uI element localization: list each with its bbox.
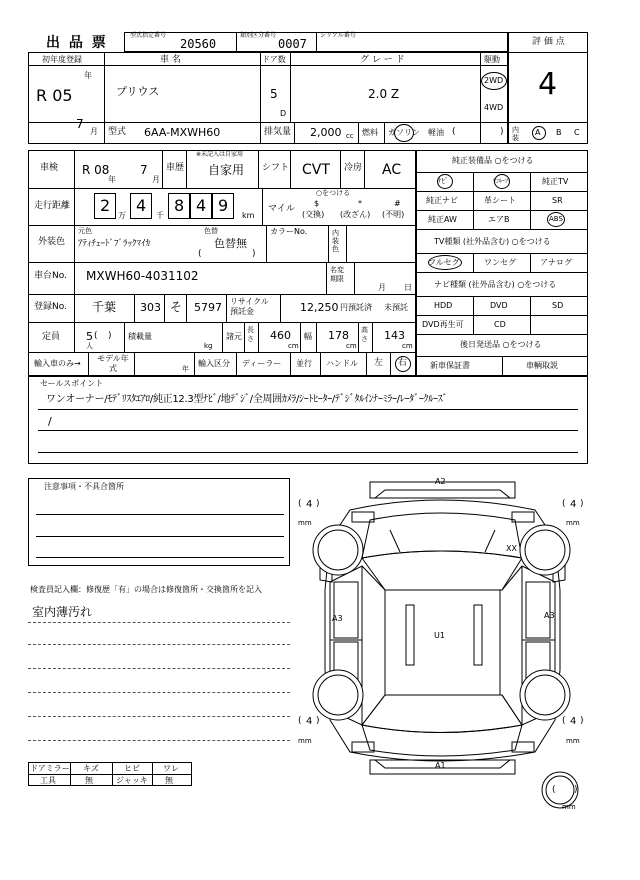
handle-right: 右	[398, 358, 408, 368]
height-label: 高さ	[361, 326, 368, 343]
mile-exchange-sym: $	[314, 199, 320, 208]
type-cert-value: 20560	[180, 37, 217, 51]
tread-fr-open: (	[562, 499, 566, 509]
oil-paren-close: )	[500, 127, 504, 137]
capacity-unit: 人	[86, 342, 93, 350]
drive-2wd: 2WD	[484, 76, 504, 85]
legend-tools-label: 工具	[40, 776, 56, 785]
length-label: 長さ	[247, 326, 254, 343]
tread-fl-unit: mm	[298, 519, 312, 527]
nav-dvd-playable: DVD再生可	[422, 320, 464, 329]
damage-code-left: A3	[332, 614, 343, 623]
year-unit: 年	[84, 71, 92, 80]
mile-note: ○をつける	[316, 189, 351, 197]
equipment-title: 純正装備品 ○をつける	[452, 156, 534, 165]
mile-label: マイル	[268, 204, 295, 214]
model-value: 6AA-MXWH60	[144, 126, 221, 139]
windshield	[362, 551, 522, 590]
plate-label: 登録No.	[34, 302, 67, 312]
tread-fl-open: (	[298, 499, 302, 509]
nav-cd: CD	[494, 320, 506, 329]
mile-unknown: (不明)	[382, 210, 405, 219]
damage-code-bottom: A1	[435, 761, 446, 770]
tread-fr-unit: mm	[566, 519, 580, 527]
cc-unit: cc	[346, 132, 354, 140]
history-note: ※未記入は自家用	[196, 151, 244, 158]
capacity-paren-close: )	[108, 331, 112, 341]
nav-sd: SD	[552, 301, 564, 310]
equip-genuine-aw: 純正AW	[428, 215, 457, 224]
tread-spare-open: (	[552, 785, 556, 795]
tread-fr-close: )	[580, 499, 584, 509]
legend-door-mirror: ドアミラー	[30, 764, 70, 773]
car-damage-diagram	[290, 470, 590, 810]
legend-break: ワレ	[163, 764, 179, 773]
tread-spare-unit: mm	[562, 803, 576, 811]
mileage-man: 万	[118, 211, 126, 220]
tread-rr-value: 4	[570, 716, 577, 727]
cooler-label: 冷房	[344, 163, 363, 173]
capacity-label: 定員	[42, 332, 61, 342]
inspection-month-unit: 月	[152, 175, 160, 184]
front-left-light	[352, 512, 374, 522]
color-change-label: 色替	[204, 227, 218, 235]
equip-sunroof: ｻﾝﾙｰﾌ	[493, 178, 509, 185]
color-label: 外装色	[38, 237, 66, 247]
shift-value: CVT	[302, 162, 330, 178]
tv-fullseg: フルセグ	[428, 258, 460, 267]
name-change-day: 日	[404, 283, 412, 292]
mile-tamper: (改ざん)	[340, 210, 371, 219]
load-unit: kg	[204, 342, 213, 350]
tread-spare-close: )	[574, 785, 578, 795]
legend-tools-value: 無	[85, 776, 93, 785]
category-label: 類別区分番号	[240, 32, 277, 39]
plate-region: 千葉	[92, 300, 117, 314]
sales-point-label: セールスポイント	[40, 379, 104, 388]
tread-rl-value: 4	[306, 716, 313, 727]
equip-nav: ﾅﾋﾞ	[438, 177, 449, 185]
roof	[385, 590, 500, 695]
width-unit: cm	[346, 342, 357, 350]
rear-right-light	[512, 742, 534, 752]
load-label: 積載量	[128, 332, 152, 341]
legend-jack-value: 無	[165, 776, 173, 785]
sales-point-line-2: /	[48, 415, 52, 428]
nav-hdd: HDD	[434, 301, 453, 310]
tread-rl-unit: mm	[298, 737, 312, 745]
door-value: 5	[270, 87, 278, 101]
first-reg-era: R 05	[36, 86, 73, 105]
model-year-label: モデル年式	[97, 354, 129, 373]
length-unit: cm	[288, 342, 299, 350]
equip-sr: SR	[552, 196, 563, 205]
inspection-era: R 08	[82, 163, 110, 177]
capacity-value: 5	[86, 330, 93, 343]
import-dealer: ディーラー	[242, 359, 282, 368]
handle-label: ハンドル	[326, 359, 358, 368]
color-paren-open: (	[198, 249, 202, 259]
tread-rr-unit: mm	[566, 737, 580, 745]
first-reg-month: 7	[76, 117, 84, 131]
drive-label: 駆動	[484, 55, 500, 64]
type-cert-label: 型式指定番号	[130, 32, 167, 39]
capacity-paren: (	[94, 331, 98, 341]
sales-point-box	[28, 376, 588, 464]
trunk	[362, 725, 522, 756]
recycle-value: 12,250	[300, 301, 339, 314]
chassis-label: 車台No.	[34, 271, 67, 281]
car-name-label: 車 名	[160, 55, 181, 65]
tread-fr-value: 4	[570, 499, 577, 510]
door-label: ドア数	[262, 55, 286, 64]
recycle-unit: 円預託済	[340, 303, 372, 312]
nav-title: ナビ種類 (社外品含む) ○をつける	[434, 280, 557, 289]
import-label: 輸入車のみ→	[34, 359, 81, 368]
plate-number: 5797	[194, 301, 222, 314]
name-change-label: 名変期限	[330, 266, 344, 283]
displacement-label: 排気量	[264, 127, 292, 137]
grade-value: 2.0 Z	[368, 87, 400, 101]
inspector-label: 検査員記入欄：修復歴「有」の場合は修復箇所・交換箇所を記入	[30, 585, 262, 594]
history-value: 自家用	[208, 163, 245, 177]
grade-label: グ レ ー ド	[360, 55, 405, 65]
mileage-sen: 千	[156, 211, 164, 220]
category-value: 0007	[278, 37, 307, 51]
tread-fl-value: 4	[306, 499, 313, 510]
mileage-digit-5: 9	[218, 196, 229, 215]
color-change-value: 色替無	[214, 237, 247, 250]
score-value: 4	[538, 67, 558, 102]
mileage-digit-4: 4	[196, 196, 207, 215]
inspector-text: 室内薄汚れ	[32, 605, 93, 619]
serial-label: シリアル番号	[320, 32, 356, 39]
tread-rr-close: )	[580, 716, 584, 726]
plate-kana: そ	[170, 300, 183, 314]
tread-rl-close: )	[316, 716, 320, 726]
color-orig-value: ｱﾃｨﾁｭｰﾄﾞﾌﾞﾗｯｸﾏｲｶ	[78, 239, 151, 249]
tread-rr-open: (	[562, 716, 566, 726]
equip-airbag: エアB	[488, 215, 510, 224]
notes-label: 注意事項・不具合箇所	[44, 482, 124, 491]
interior-label: 内装	[512, 126, 519, 142]
doc-warranty: 新車保証書	[430, 361, 470, 370]
legend-jack-label: ジャッキ	[116, 776, 148, 785]
doc-manual: 車輌取説	[526, 361, 558, 370]
model-label: 型式	[108, 127, 127, 137]
interior-b: B	[556, 128, 562, 137]
inspection-label: 車検	[40, 163, 59, 173]
mile-tamper-sym: *	[358, 199, 362, 208]
displacement-value: 2,000	[310, 126, 342, 139]
oil-paren: (	[452, 127, 456, 137]
width-value: 178	[328, 329, 349, 342]
damage-code-top: A2	[435, 477, 446, 486]
page-title: 出 品 票	[46, 35, 108, 51]
notes-box	[28, 478, 290, 566]
interior-c: C	[574, 128, 580, 137]
doc-title: 後日発送品 ○をつける	[460, 340, 542, 349]
door-type: D	[280, 109, 287, 118]
tv-analog: アナログ	[540, 258, 572, 267]
first-reg-label: 初年度登録	[42, 55, 82, 64]
cooler-value: AC	[382, 162, 402, 178]
mileage-digit-1: 2	[100, 196, 111, 215]
fuel-label: 燃料	[362, 128, 378, 137]
color-orig-label: 元色	[78, 227, 92, 235]
height-value: 143	[384, 329, 405, 342]
damage-code-xx: XX	[506, 544, 517, 553]
plate-class: 303	[140, 301, 161, 314]
car-name-value: プリウス	[116, 85, 160, 98]
inspection-month: 7	[140, 163, 148, 177]
mile-exchange: (交換)	[302, 210, 325, 219]
size-label: 諸元	[226, 332, 242, 341]
sales-point-line-1: ワンオーナー/ﾓﾃﾞﾘｽﾀｴｱﾛ/純正12.3型ﾅﾋﾞ/地ﾃﾞｼﾞ/全周囲ｶﾒﾗ/ｼｰﾄﾋｰﾀｰ/ﾃﾞｼﾞﾀﾙｲﾝﾅｰﾐﾗｰ/ﾚｰﾀﾞｰｸﾙｰｽﾞ	[46, 394, 448, 405]
mileage-digit-2: 4	[136, 196, 147, 215]
tv-title: TV種類 (社外品含む) ○をつける	[434, 237, 551, 246]
recycle-label: リサイクル預託金	[230, 297, 269, 316]
legend-crack: ヒビ	[124, 764, 140, 773]
handle-left: 左	[374, 358, 384, 368]
recycle-unpaid: 未預託	[384, 303, 408, 312]
equip-genuine-nav: 純正ナビ	[426, 196, 458, 205]
model-year-unit: 年	[182, 365, 189, 373]
legend-scratch: キズ	[83, 764, 99, 773]
mileage-digit-3: 8	[174, 196, 185, 215]
oil-label: 軽油	[428, 128, 444, 137]
score-label: 評 価 点	[532, 37, 565, 47]
equip-abs: ABS	[549, 215, 563, 223]
tread-rl-open: (	[298, 716, 302, 726]
rear-window	[362, 695, 522, 733]
interior-color-label: 内装色	[332, 229, 339, 253]
length-value: 460	[270, 329, 291, 342]
fuel-value: ガソリン	[388, 128, 420, 137]
import-parallel: 並行	[296, 359, 312, 368]
equip-leather: 革シート	[484, 196, 516, 205]
shift-label: シフト	[262, 163, 290, 173]
mileage-label: 走行距離	[34, 201, 71, 211]
damage-code-roof: U1	[434, 631, 445, 640]
nav-dvd: DVD	[490, 301, 508, 310]
drive-4wd: 4WD	[484, 103, 504, 112]
mile-unknown-sym: #	[394, 199, 401, 208]
color-paren-close: )	[252, 249, 256, 259]
color-no-label: カラーNo.	[270, 227, 308, 236]
interior-a: A	[535, 128, 541, 137]
name-change-month: 月	[378, 283, 386, 292]
tread-fl-close: )	[316, 499, 320, 509]
height-unit: cm	[402, 342, 413, 350]
width-label: 幅	[304, 332, 312, 341]
history-label: 車歴	[166, 163, 185, 173]
chassis-value: MXWH60-4031102	[86, 269, 199, 283]
tv-oneseg: ワンセグ	[484, 258, 516, 267]
mileage-unit: km	[242, 211, 255, 220]
month-unit: 月	[90, 127, 98, 136]
import-type-label: 輸入区分	[198, 359, 230, 368]
damage-code-right: A3	[544, 611, 555, 620]
inspection-year-unit: 年	[108, 175, 116, 184]
equip-genuine-tv: 純正TV	[542, 177, 569, 186]
